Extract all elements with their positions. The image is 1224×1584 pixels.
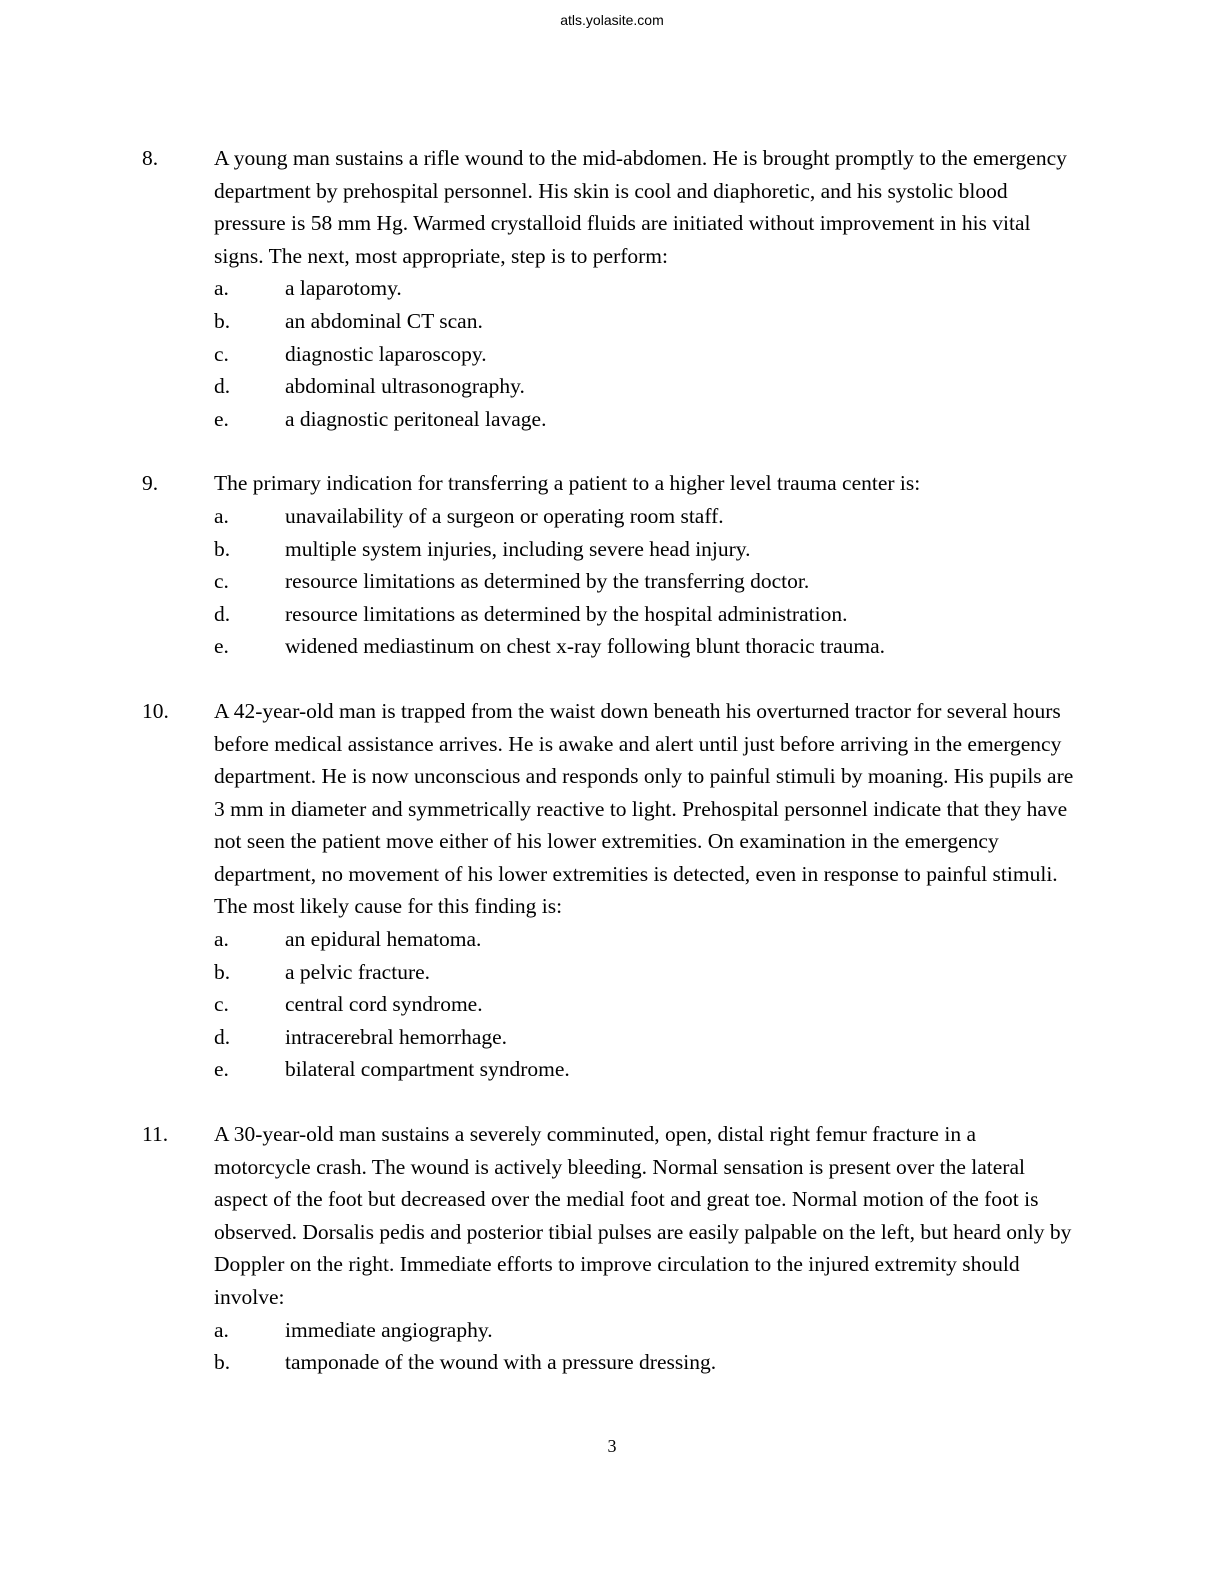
question-10 xyxy=(0,695,1224,1086)
option-text: resource limitations as determined by the transferring doctor. xyxy=(285,569,810,594)
option-text: an abdominal CT scan. xyxy=(285,308,483,333)
option-text: tamponade of the wound with a pressure dressing. xyxy=(285,1350,717,1375)
option-text: an epidural hematoma. xyxy=(285,927,482,952)
answer-option xyxy=(0,500,1224,533)
question-8 xyxy=(0,142,1224,435)
answer-option xyxy=(0,956,1224,989)
answer-option xyxy=(0,630,1224,663)
option-text: abdominal ultrasonography. xyxy=(285,374,525,399)
page-header-site: atls.yolasite.com xyxy=(560,12,664,28)
question-number: 10. xyxy=(142,698,169,723)
option-letter: a. xyxy=(214,927,229,952)
answer-option xyxy=(0,1053,1224,1086)
option-text: a laparotomy. xyxy=(285,276,402,301)
option-letter: b. xyxy=(214,959,231,984)
option-letter: b. xyxy=(214,308,231,333)
answer-option xyxy=(0,1314,1224,1347)
question-stem: The primary indication for transferring a patient to a higher level trauma center is: xyxy=(214,471,921,496)
option-text: bilateral compartment syndrome. xyxy=(285,1057,570,1082)
option-letter: c. xyxy=(214,569,229,594)
option-letter: d. xyxy=(214,374,231,399)
answer-option xyxy=(0,338,1224,371)
question-9 xyxy=(0,467,1224,663)
answer-option xyxy=(0,305,1224,338)
option-text: resource limitations as determined by the hospital administration. xyxy=(285,601,848,626)
option-text: a diagnostic peritoneal lavage. xyxy=(285,406,547,431)
answer-option xyxy=(0,1346,1224,1379)
page-number: 3 xyxy=(607,1436,617,1456)
answer-option xyxy=(0,988,1224,1021)
option-letter: a. xyxy=(214,276,229,301)
option-letter: b. xyxy=(214,536,231,561)
option-letter: e. xyxy=(214,1057,229,1082)
answer-option xyxy=(0,923,1224,956)
question-number: 11. xyxy=(142,1122,169,1147)
option-letter: e. xyxy=(214,634,229,659)
answer-option xyxy=(0,598,1224,631)
option-text: immediate angiography. xyxy=(285,1317,493,1342)
question-11 xyxy=(0,1118,1224,1379)
answer-option xyxy=(0,533,1224,566)
answer-option xyxy=(0,272,1224,305)
option-letter: d. xyxy=(214,1024,231,1049)
option-letter: d. xyxy=(214,601,231,626)
option-text: central cord syndrome. xyxy=(285,992,483,1017)
option-letter: b. xyxy=(214,1350,231,1375)
question-number: 8. xyxy=(142,146,159,170)
option-text: diagnostic laparoscopy. xyxy=(285,341,487,366)
option-letter: c. xyxy=(214,341,229,366)
question-stem: A 42-year-old man is trapped from the waist down beneath his overturned tractor for several hours before medical assistance arrives. He is awake and alert until just before arriving in the emergency department. He is now unconscious and responds only to painful stimuli by moaning. His pupils are 3 mm in diameter and symmetrically reactive to light. Prehospital personnel indicate that they have not seen the patient move either of his lower extremities. On examination in the emergency department, no movement of his lower extremities is detected, even in response to painful stimuli. The most likely cause for this finding is: xyxy=(214,698,1074,919)
answer-option xyxy=(0,1021,1224,1054)
option-text: a pelvic fracture. xyxy=(285,959,431,984)
answer-option xyxy=(0,403,1224,436)
option-text: widened mediastinum on chest x-ray following blunt thoracic trauma. xyxy=(285,634,886,659)
question-list xyxy=(0,142,1224,1411)
option-letter: a. xyxy=(214,503,229,528)
question-stem: A young man sustains a rifle wound to the mid-abdomen. He is brought promptly to the emergency department by prehospital personnel. His skin is cool and diaphoretic, and his systolic blood pressure is 58 mm Hg. Warmed crystalloid fluids are initiated without improvement in his vital signs. The next, most appropriate, step is to perform: xyxy=(214,146,1067,268)
option-letter: a. xyxy=(214,1317,229,1342)
option-text: multiple system injuries, including severe head injury. xyxy=(285,536,751,561)
option-text: intracerebral hemorrhage. xyxy=(285,1024,508,1049)
question-number: 9. xyxy=(142,471,159,496)
option-letter: c. xyxy=(214,992,229,1017)
option-text: unavailability of a surgeon or operating room staff. xyxy=(285,503,724,528)
option-letter: e. xyxy=(214,406,229,431)
question-stem: A 30-year-old man sustains a severely comminuted, open, distal right femur fracture in a motorcycle crash. The wound is actively bleeding. Normal sensation is present over the lateral aspect of the foot but decreased over the medial foot and great toe. Normal motion of the foot is observed. Dorsalis pedis and posterior tibial pulses are easily palpable on the left, but heard only by Doppler on the right. Immediate efforts to improve circulation to the injured extremity should involve: xyxy=(214,1122,1072,1309)
answer-option xyxy=(0,370,1224,403)
answer-option xyxy=(0,565,1224,598)
